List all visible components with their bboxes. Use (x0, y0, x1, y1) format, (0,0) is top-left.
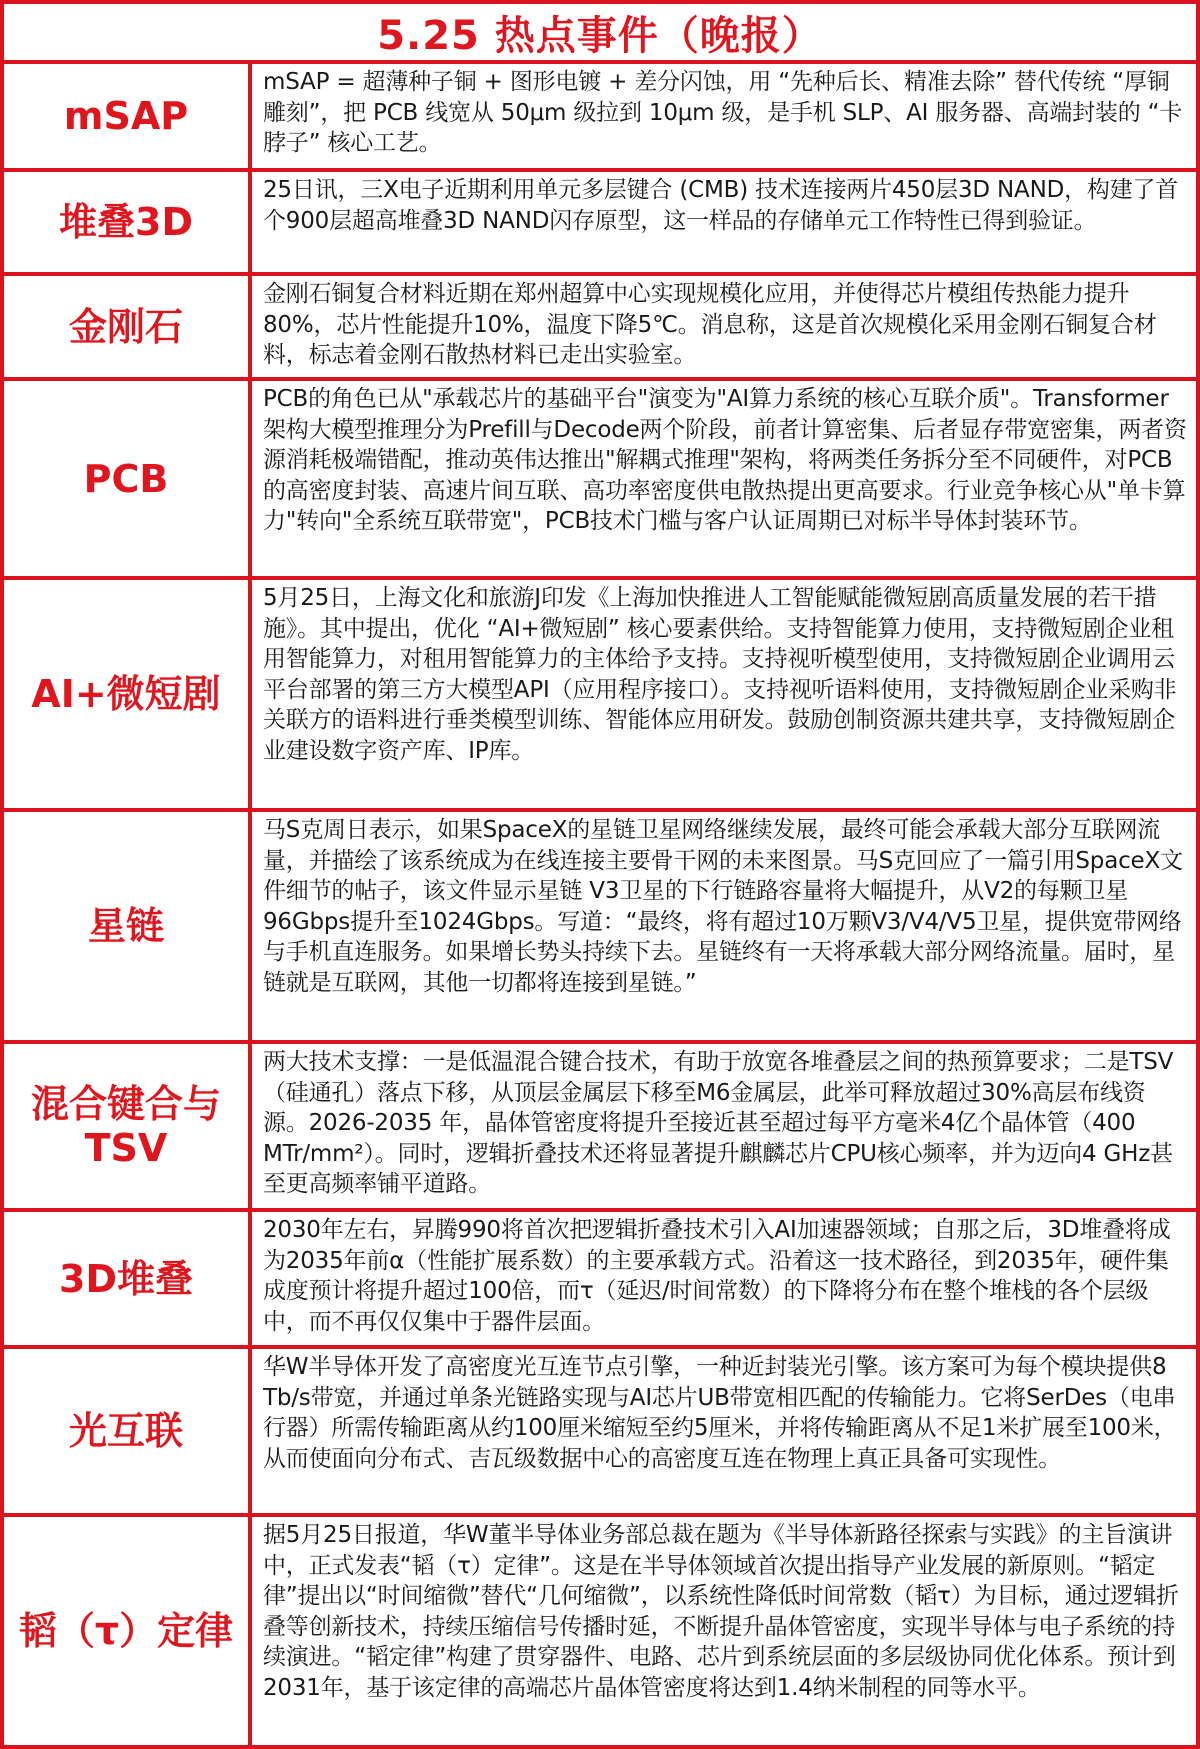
row-content: 2030年左右，昇腾990将首次把逻辑折叠技术引入AI加速器领域；自那之后，3D堆叠将成为2035年前α（性能扩展系数）的主要承载方式。沿着这一技术路径，到2035年，硬件集成度预计将提升超过100倍，而τ（延迟/时间常数）的下降将分布在整个堆栈的各个层级中，而不再仅仅集中于器件层面。 (263, 1217, 1171, 1335)
row-content: 5月25日，上海文化和旅游J印发《上海加快推进人工智能赋能微短剧高质量发展的若干措施》。其中提出，优化 “AI+微短剧” 核心要素供给。支持智能算力使用，支持微短剧企业租用智能算力，对租用智能算力的主体给予支持。支持视听模型使用，支持微短剧企业调用云平台部署的第三方大模型API（应用程序接口）。支持视听语料使用，支持微短剧企业采购非关联方的语料进行垂类模型训练、智能体应用研发。鼓励创制资源共建共享，支持微短剧企业建设数字资产库、IP库。 (263, 585, 1177, 764)
page-title: 5.25 热点事件（晚报） (4, 4, 1196, 64)
events-table (4, 64, 1196, 1745)
table-row-ai-short-drama (4, 580, 1196, 812)
table-row-hybrid-bonding-tsv (4, 1044, 1196, 1212)
table-row-3d-stack (4, 172, 1196, 276)
table-row-starlink (4, 812, 1196, 1044)
row-content: 两大技术支撑：一是低温混合键合技术，有助于放宽各堆叠层之间的热预算要求；二是TSV（硅通孔）落点下移，从顶层金属层下移至M6金属层，此举可释放超过30%高层布线资源。2026-2035 年，晶体管密度将提升至接近甚至超过每平方毫米4亿个晶体管（400 MTr/mm²）。同时，逻辑折叠技术还将显著提升麒麟芯片CPU核心频率，并为迈向4 GHz甚至更高频率铺平道路。 (263, 1049, 1174, 1197)
row-label: 3D堆叠 (4, 1212, 252, 1345)
table-row-optical-interconnect (4, 1349, 1196, 1517)
row-label: mSAP (4, 64, 252, 168)
row-label: 金刚石 (4, 276, 252, 377)
row-content: 据5月25日报道，华W董半导体业务部总裁在题为《半导体新路径探索与实践》的主旨演讲中，正式发表“韬（τ）定律”。这是在半导体领域首次提出指导产业发展的新原则。“韬定律”提出以“时间缩微”替代“几何缩微”，以系统性降低时间常数（韬τ）为目标，通过逻辑折叠等创新技术，持续压缩信号传播时延，不断提升晶体管密度，实现半导体与电子系统的持续演进。“韬定律”构建了贯穿器件、电路、芯片到系统层面的多层级协同优化体系。预计到2031年，基于该定律的高端芯片晶体管密度将达到1.4纳米制程的同等水平。 (263, 1522, 1179, 1701)
row-label: PCB (4, 381, 252, 576)
table-row-msap (4, 64, 1196, 172)
row-content: 华W半导体开发了高密度光互连节点引擎，一种近封装光引擎。该方案可为每个模块提供8 Tb/s带宽，并通过单条光链路实现与AI芯片UB带宽相匹配的传输能力。它将SerDes（电串行器）所需传输距离从约100厘米缩短至约5厘米，并将传输距离从不足1米扩展至100米，从而使面向分布式、吉瓦级数据中心的高密度互连在物理上真正具备可实现性。 (263, 1354, 1177, 1472)
row-label: AI+微短剧 (4, 580, 252, 808)
row-label: 光互联 (4, 1349, 252, 1513)
row-content: mSAP = 超薄种子铜 + 图形电镀 + 差分闪蚀，用 “先种后长、精准去除” 替代传统 “厚铜雕刻”，把 PCB 线宽从 50μm 级拉到 10μm 级，是手机 SLP、AI 服务器、高端封装的 “卡脖子” 核心工艺。 (263, 69, 1183, 156)
table-row-tau-law (4, 1517, 1196, 1745)
row-content: 25日讯，三X电子近期利用单元多层键合 (CMB) 技术连接两片450层3D NAND，构建了首个900层超高堆叠3D NAND闪存原型，这一样品的存储单元工作特性已得到验证。 (263, 177, 1179, 234)
table-row-diamond (4, 276, 1196, 381)
row-content: 马S克周日表示，如果SpaceX的星链卫星网络继续发展，最终可能会承载大部分互联网流量，并描绘了该系统成为在线连接主要骨干网的未来图景。马S克回应了一篇引用SpaceX文件细节的帖子，该文件显示星链 V3卫星的下行链路容量将大幅提升，从V2的每颗卫星96Gbps提升至1024Gbps。写道：“最终，将有超过10万颗V3/V4/V5卫星，提供宽带网络与手机直连服务。如果增长势头持续下去。星链终有一天将承载大部分网络流量。届时，星链就是互联网，其他一切都将连接到星链。” (263, 817, 1183, 996)
row-label: 星链 (4, 812, 252, 1040)
row-label: 韬（τ）定律 (4, 1517, 252, 1745)
row-label: 混合键合与 TSV (4, 1044, 252, 1208)
row-content: 金刚石铜复合材料近期在郑州超算中心实现规模化应用，并使得芯片模组传热能力提升80%，芯片性能提升10%，温度下降5℃。消息称，这是首次规模化采用金刚石铜复合材料，标志着金刚石散热材料已走出实验室。 (263, 281, 1157, 368)
row-label: 堆叠3D (4, 172, 252, 272)
table-row-3d-stacking (4, 1212, 1196, 1349)
table-row-pcb (4, 381, 1196, 580)
row-content: PCB的角色已从"承载芯片的基础平台"演变为"AI算力系统的核心互联介质"。Transformer架构大模型推理分为Prefill与Decode两个阶段，前者计算密集、后者显存带宽密集，两者资源消耗极端错配，推动英伟达推出"解耦式推理"架构，将两类任务拆分至不同硬件，对PCB的高密度封装、高速片间互联、高功率密度供电散热提出更高要求。行业竞争核心从"单卡算力"转向"全系统互联带宽"，PCB技术门槛与客户认证周期已对标半导体封装环节。 (263, 386, 1187, 534)
